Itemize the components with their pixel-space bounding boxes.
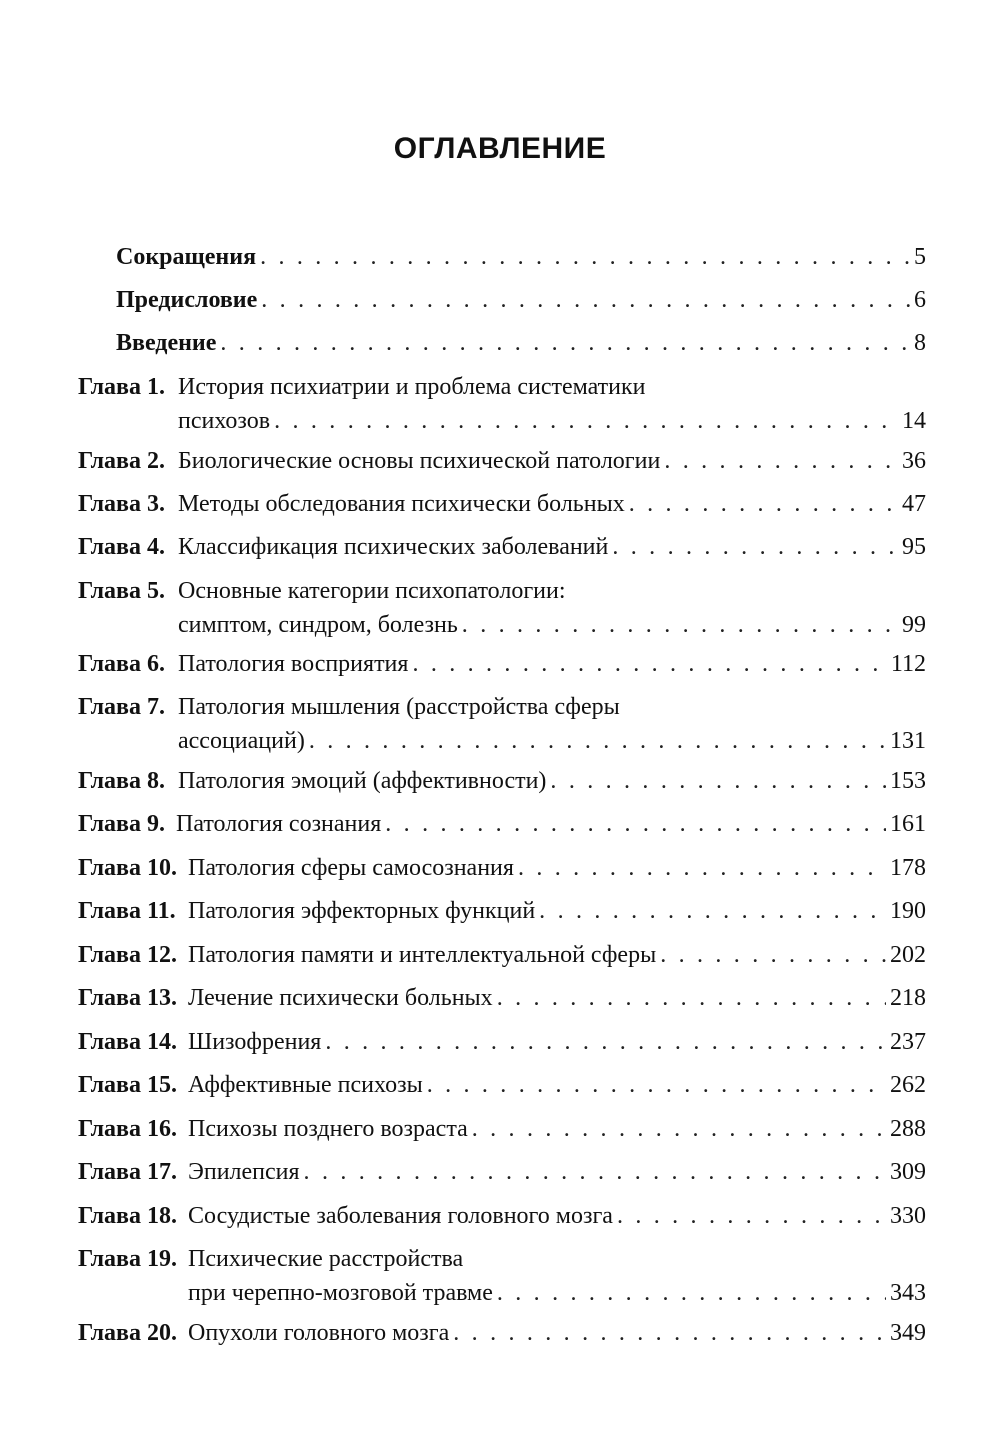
toc-entry-chapter-14[interactable] — [78, 1025, 926, 1059]
toc-entry-chapter-13[interactable] — [78, 981, 926, 1015]
toc-entry-label: Биологические основы психической патологии — [178, 448, 661, 474]
dot-leader — [518, 851, 886, 885]
toc-page-number: 95 — [902, 534, 926, 560]
toc-page-number: 343 — [890, 1280, 926, 1306]
chapter-number: Глава 5. — [78, 578, 165, 604]
dot-leader — [261, 283, 910, 317]
dot-leader — [260, 240, 910, 274]
dot-leader — [497, 981, 886, 1015]
toc-entry-label: Патология эффекторных функций — [188, 898, 536, 924]
dot-leader — [612, 530, 898, 564]
dot-leader — [617, 1199, 886, 1233]
dot-leader — [497, 1276, 886, 1310]
toc-entry-label: Введение — [116, 330, 217, 356]
chapter-number: Глава 14. — [78, 1029, 177, 1055]
toc-page-number: 99 — [902, 612, 926, 638]
toc-entry-chapter-10[interactable] — [78, 851, 926, 885]
chapter-number: Глава 11. — [78, 898, 176, 924]
chapter-number: Глава 2. — [78, 448, 165, 474]
toc-entry-preface[interactable] — [116, 283, 926, 317]
chapter-number: Глава 7. — [78, 694, 165, 720]
page-title: ОГЛАВЛЕНИЕ — [393, 132, 607, 165]
toc-entry-label: Шизофрения — [188, 1029, 322, 1055]
toc-page-number: 190 — [890, 898, 926, 924]
dot-leader — [427, 1068, 886, 1102]
toc-entry-label-line1: Психические расстройства — [188, 1246, 464, 1272]
dot-leader — [274, 404, 898, 438]
toc-entry-label: Методы обследования психически больных — [178, 491, 625, 517]
toc-entry-label: Предисловие — [116, 287, 258, 313]
toc-page-number: 237 — [890, 1029, 926, 1055]
dot-leader — [309, 724, 886, 758]
toc-page-number: 309 — [890, 1159, 926, 1185]
chapter-number: Глава 12. — [78, 942, 177, 968]
toc-entry-label-line1: Патология мышления (расстройства сферы — [178, 694, 620, 720]
toc-entry-label: Патология сферы самосознания — [188, 855, 514, 881]
dot-leader — [664, 444, 898, 478]
toc-entry-label: Психозы позднего возраста — [188, 1116, 468, 1142]
toc-entry-chapter-4[interactable] — [78, 530, 926, 564]
toc-entry-label: Классификация психических заболеваний — [178, 534, 609, 560]
toc-entry-chapter-1[interactable] — [78, 370, 926, 438]
toc-page-number: 47 — [902, 491, 926, 517]
toc-page-number: 218 — [890, 985, 926, 1011]
toc-entry-label: Аффективные психозы — [188, 1072, 423, 1098]
toc-entry-chapter-5[interactable] — [78, 574, 926, 642]
toc-page-number: 8 — [914, 330, 926, 356]
chapter-number: Глава 19. — [78, 1246, 177, 1272]
toc-entry-chapter-18[interactable] — [78, 1199, 926, 1233]
chapter-number: Глава 16. — [78, 1116, 177, 1142]
toc-entry-chapter-12[interactable] — [78, 938, 926, 972]
toc-page-number: 330 — [890, 1203, 926, 1229]
toc-page-number: 202 — [890, 942, 926, 968]
dot-leader — [660, 938, 886, 972]
chapter-number: Глава 13. — [78, 985, 177, 1011]
toc-page-number: 349 — [890, 1320, 926, 1346]
toc-entry-chapter-11[interactable] — [78, 894, 926, 928]
chapter-number: Глава 1. — [78, 374, 165, 400]
chapter-number: Глава 8. — [78, 768, 165, 794]
chapter-number: Глава 15. — [78, 1072, 177, 1098]
toc-entry-label: Лечение психически больных — [188, 985, 493, 1011]
chapter-number: Глава 3. — [78, 491, 165, 517]
toc-entry-introduction[interactable] — [116, 326, 926, 360]
toc-entry-chapter-9[interactable] — [78, 807, 926, 841]
toc-entry-chapter-19[interactable] — [78, 1242, 926, 1310]
toc-page-number: 112 — [890, 651, 926, 677]
toc-entry-chapter-15[interactable] — [78, 1068, 926, 1102]
toc-entry-label: Патология эмоций (аффективности) — [178, 768, 547, 794]
toc-entry-label: Патология памяти и интеллектуальной сферы — [188, 942, 657, 968]
toc-entry-chapter-20[interactable] — [78, 1316, 926, 1350]
dot-leader — [453, 1316, 886, 1350]
chapter-number: Глава 18. — [78, 1203, 177, 1229]
toc-entry-label-line2: при черепно-мозговой травме — [188, 1280, 493, 1306]
toc-page-number: 161 — [890, 811, 926, 837]
toc-entry-label: Патология сознания — [176, 811, 382, 837]
toc-page-number: 5 — [914, 244, 926, 270]
toc-entry-chapter-16[interactable] — [78, 1112, 926, 1146]
toc-entry-label-line1: Основные категории психопатологии: — [178, 578, 566, 604]
toc-entry-label-line2: психозов — [178, 408, 271, 434]
toc-page-number: 288 — [890, 1116, 926, 1142]
toc-page-number: 6 — [914, 287, 926, 313]
chapter-number: Глава 20. — [78, 1320, 177, 1346]
chapter-number: Глава 17. — [78, 1159, 177, 1185]
toc-entry-abbreviations[interactable] — [116, 240, 926, 274]
toc-entry-label: Сосудистые заболевания головного мозга — [188, 1203, 613, 1229]
toc-page-number: 178 — [890, 855, 926, 881]
toc-entry-label-line1: История психиатрии и проблема систематики — [178, 374, 646, 400]
toc-page-number: 14 — [902, 408, 926, 434]
dot-leader — [472, 1112, 886, 1146]
chapter-number: Глава 9. — [78, 811, 165, 837]
toc-entry-chapter-17[interactable] — [78, 1155, 926, 1189]
toc-entry-label: Опухоли головного мозга — [188, 1320, 450, 1346]
toc-entry-chapter-6[interactable] — [78, 647, 926, 681]
chapter-number: Глава 4. — [78, 534, 165, 560]
toc-entry-chapter-3[interactable] — [78, 487, 926, 521]
toc-entry-label-line2: симптом, синдром, болезнь — [178, 612, 458, 638]
toc-entry-label: Сокращения — [116, 244, 257, 270]
dot-leader — [325, 1025, 886, 1059]
toc-page-number: 153 — [890, 768, 926, 794]
dot-leader — [462, 608, 898, 642]
toc-entry-chapter-7[interactable] — [78, 690, 926, 758]
dot-leader — [304, 1155, 886, 1189]
toc-entry-label: Патология восприятия — [178, 651, 409, 677]
chapter-number: Глава 6. — [78, 651, 165, 677]
toc-entry-chapter-2[interactable] — [78, 444, 926, 478]
dot-leader — [385, 807, 886, 841]
dot-leader — [550, 764, 886, 798]
dot-leader — [220, 326, 910, 360]
chapter-number: Глава 10. — [78, 855, 177, 881]
toc-page-number: 131 — [890, 728, 926, 754]
toc-entry-chapter-8[interactable] — [78, 764, 926, 798]
toc-entry-label: Эпилепсия — [188, 1159, 300, 1185]
toc-entry-label-line2: ассоциаций) — [178, 728, 305, 754]
toc-page-number: 262 — [890, 1072, 926, 1098]
toc-page-number: 36 — [902, 448, 926, 474]
dot-leader — [412, 647, 886, 681]
dot-leader — [629, 487, 898, 521]
dot-leader — [539, 894, 886, 928]
